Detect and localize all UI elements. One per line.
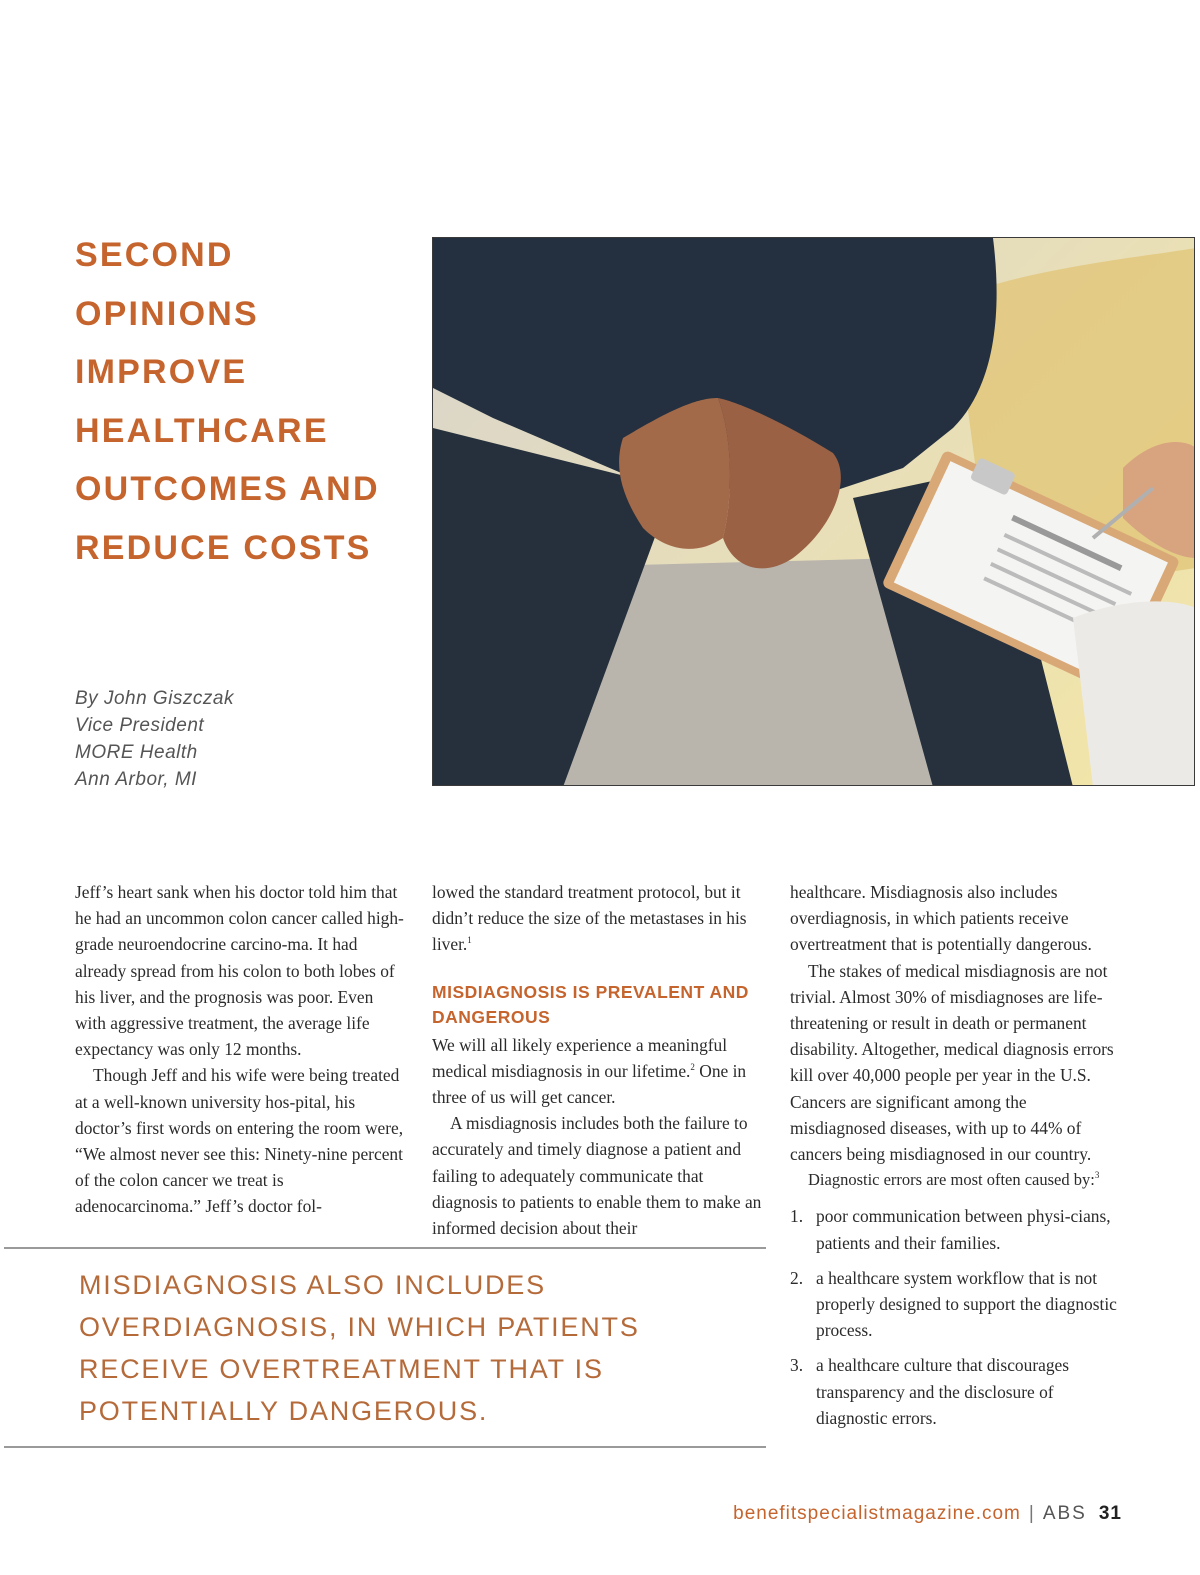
paragraph-text: lowed the standard treatment protocol, but it didn’t reduce the size of the metastases in his liver. bbox=[432, 882, 747, 955]
body-paragraph: The stakes of medical misdiagnosis are not trivial. Almost 30% of misdiagnoses are life-threatening or result in death or permanent disability. Altogether, medical diagnosis errors kill over 40,000 people per year in the U.S. Cancers are significant among the misdiagnosed diseases, with up to 44% of cancers being misdiagnosed in our country. bbox=[790, 960, 1114, 1165]
pullquote-top-rule bbox=[4, 1247, 766, 1249]
pull-quote bbox=[79, 1264, 739, 1432]
section-subhead: MISDIAGNOSIS IS PREVALENT AND DANGEROUS bbox=[432, 981, 749, 1027]
pullquote-line: OVERDIAGNOSIS, IN WHICH PATIENTS bbox=[79, 1312, 640, 1342]
paragraph-text: We will all likely experience a meaningful medical misdiagnosis in our lifetime. bbox=[432, 1034, 728, 1081]
title-line: REDUCE COSTS bbox=[75, 528, 372, 567]
consultation-illustration bbox=[433, 238, 1195, 786]
pullquote-bottom-rule bbox=[4, 1446, 766, 1448]
author-company: MORE Health bbox=[75, 742, 198, 763]
title-line: OPINIONS bbox=[75, 294, 259, 333]
paragraph-text: Diagnostic errors are most often caused by: bbox=[808, 1170, 1095, 1190]
list-number: 3. bbox=[790, 1355, 804, 1376]
list-text: a healthcare system workflow that is not properly designed to support the diagnostic process. bbox=[816, 1267, 1117, 1341]
list-number: 2. bbox=[790, 1267, 804, 1288]
page-number: 31 bbox=[1098, 1503, 1122, 1524]
author-location: Ann Arbor, MI bbox=[75, 769, 197, 790]
author-role: Vice President bbox=[75, 715, 205, 736]
body-column-3 bbox=[790, 879, 1125, 1440]
title-line: HEALTHCARE bbox=[75, 411, 329, 450]
list-item bbox=[790, 1352, 1125, 1431]
article-title bbox=[75, 226, 415, 577]
list-item bbox=[790, 1265, 1125, 1344]
list-item bbox=[790, 1203, 1125, 1255]
pullquote-line: POTENTIALLY DANGEROUS. bbox=[79, 1396, 489, 1426]
list-text: poor communication between physi-cians, patients and their families. bbox=[816, 1206, 1111, 1253]
causes-list bbox=[790, 1203, 1125, 1431]
body-paragraph bbox=[432, 879, 762, 958]
body-paragraph bbox=[432, 1032, 762, 1111]
title-line: SECOND bbox=[75, 236, 234, 274]
footer-separator: | bbox=[1028, 1503, 1035, 1524]
pullquote-line: MISDIAGNOSIS ALSO INCLUDES bbox=[79, 1270, 546, 1300]
title-line: OUTCOMES AND bbox=[75, 470, 380, 508]
body-paragraph: Jeff’s heart sank when his doctor told him that he had an uncommon colon cancer called high-grade neuroendocrine carcino-ma. It had already spread from his colon to both lobes of his liver, and the prognosis was poor. Even with aggressive treatment, the average life expectancy was only 12 months. bbox=[75, 882, 404, 1060]
body-paragraph bbox=[790, 1167, 1125, 1193]
footer-publication: ABS bbox=[1042, 1503, 1087, 1524]
author-byline bbox=[75, 685, 234, 793]
title-line: IMPROVE bbox=[75, 353, 248, 391]
footnote-ref: 3 bbox=[1094, 1170, 1100, 1181]
footer-site-link[interactable]: benefitspecialistmagazine.com bbox=[733, 1503, 1021, 1524]
author-name: By John Giszczak bbox=[75, 688, 234, 709]
body-paragraph: healthcare. Misdiagnosis also includes overdiagnosis, in which patients receive overtreatment that is potentially dangerous. bbox=[790, 882, 1092, 955]
body-column-2 bbox=[432, 879, 762, 1241]
body-column-1 bbox=[75, 879, 407, 1220]
body-paragraph: Though Jeff and his wife were being treated at a well-known university hos-pital, his doctor’s first words on entering the room were, “We almost never see this: Ninety-nine percent of the colon cancer we treat is adenocarcinoma.” Jeff’s doctor fol- bbox=[75, 1065, 404, 1217]
pullquote-line: RECEIVE OVERTREATMENT THAT IS bbox=[79, 1354, 604, 1384]
hero-photo bbox=[432, 237, 1195, 786]
body-paragraph: A misdiagnosis includes both the failure to accurately and timely diagnose a patient and failing to adequately communicate that diagnosis to patients to enable them to make an informed decision about their bbox=[432, 1113, 762, 1239]
paragraph-text: One in three of us will get cancer. bbox=[432, 1060, 747, 1108]
page-footer bbox=[733, 1503, 1122, 1525]
list-number: 1. bbox=[790, 1206, 804, 1227]
footnote-ref: 1 bbox=[467, 935, 472, 946]
footnote-ref: 2 bbox=[690, 1061, 695, 1072]
list-text: a healthcare culture that discourages transparency and the disclosure of diagnostic errors. bbox=[816, 1355, 1070, 1428]
